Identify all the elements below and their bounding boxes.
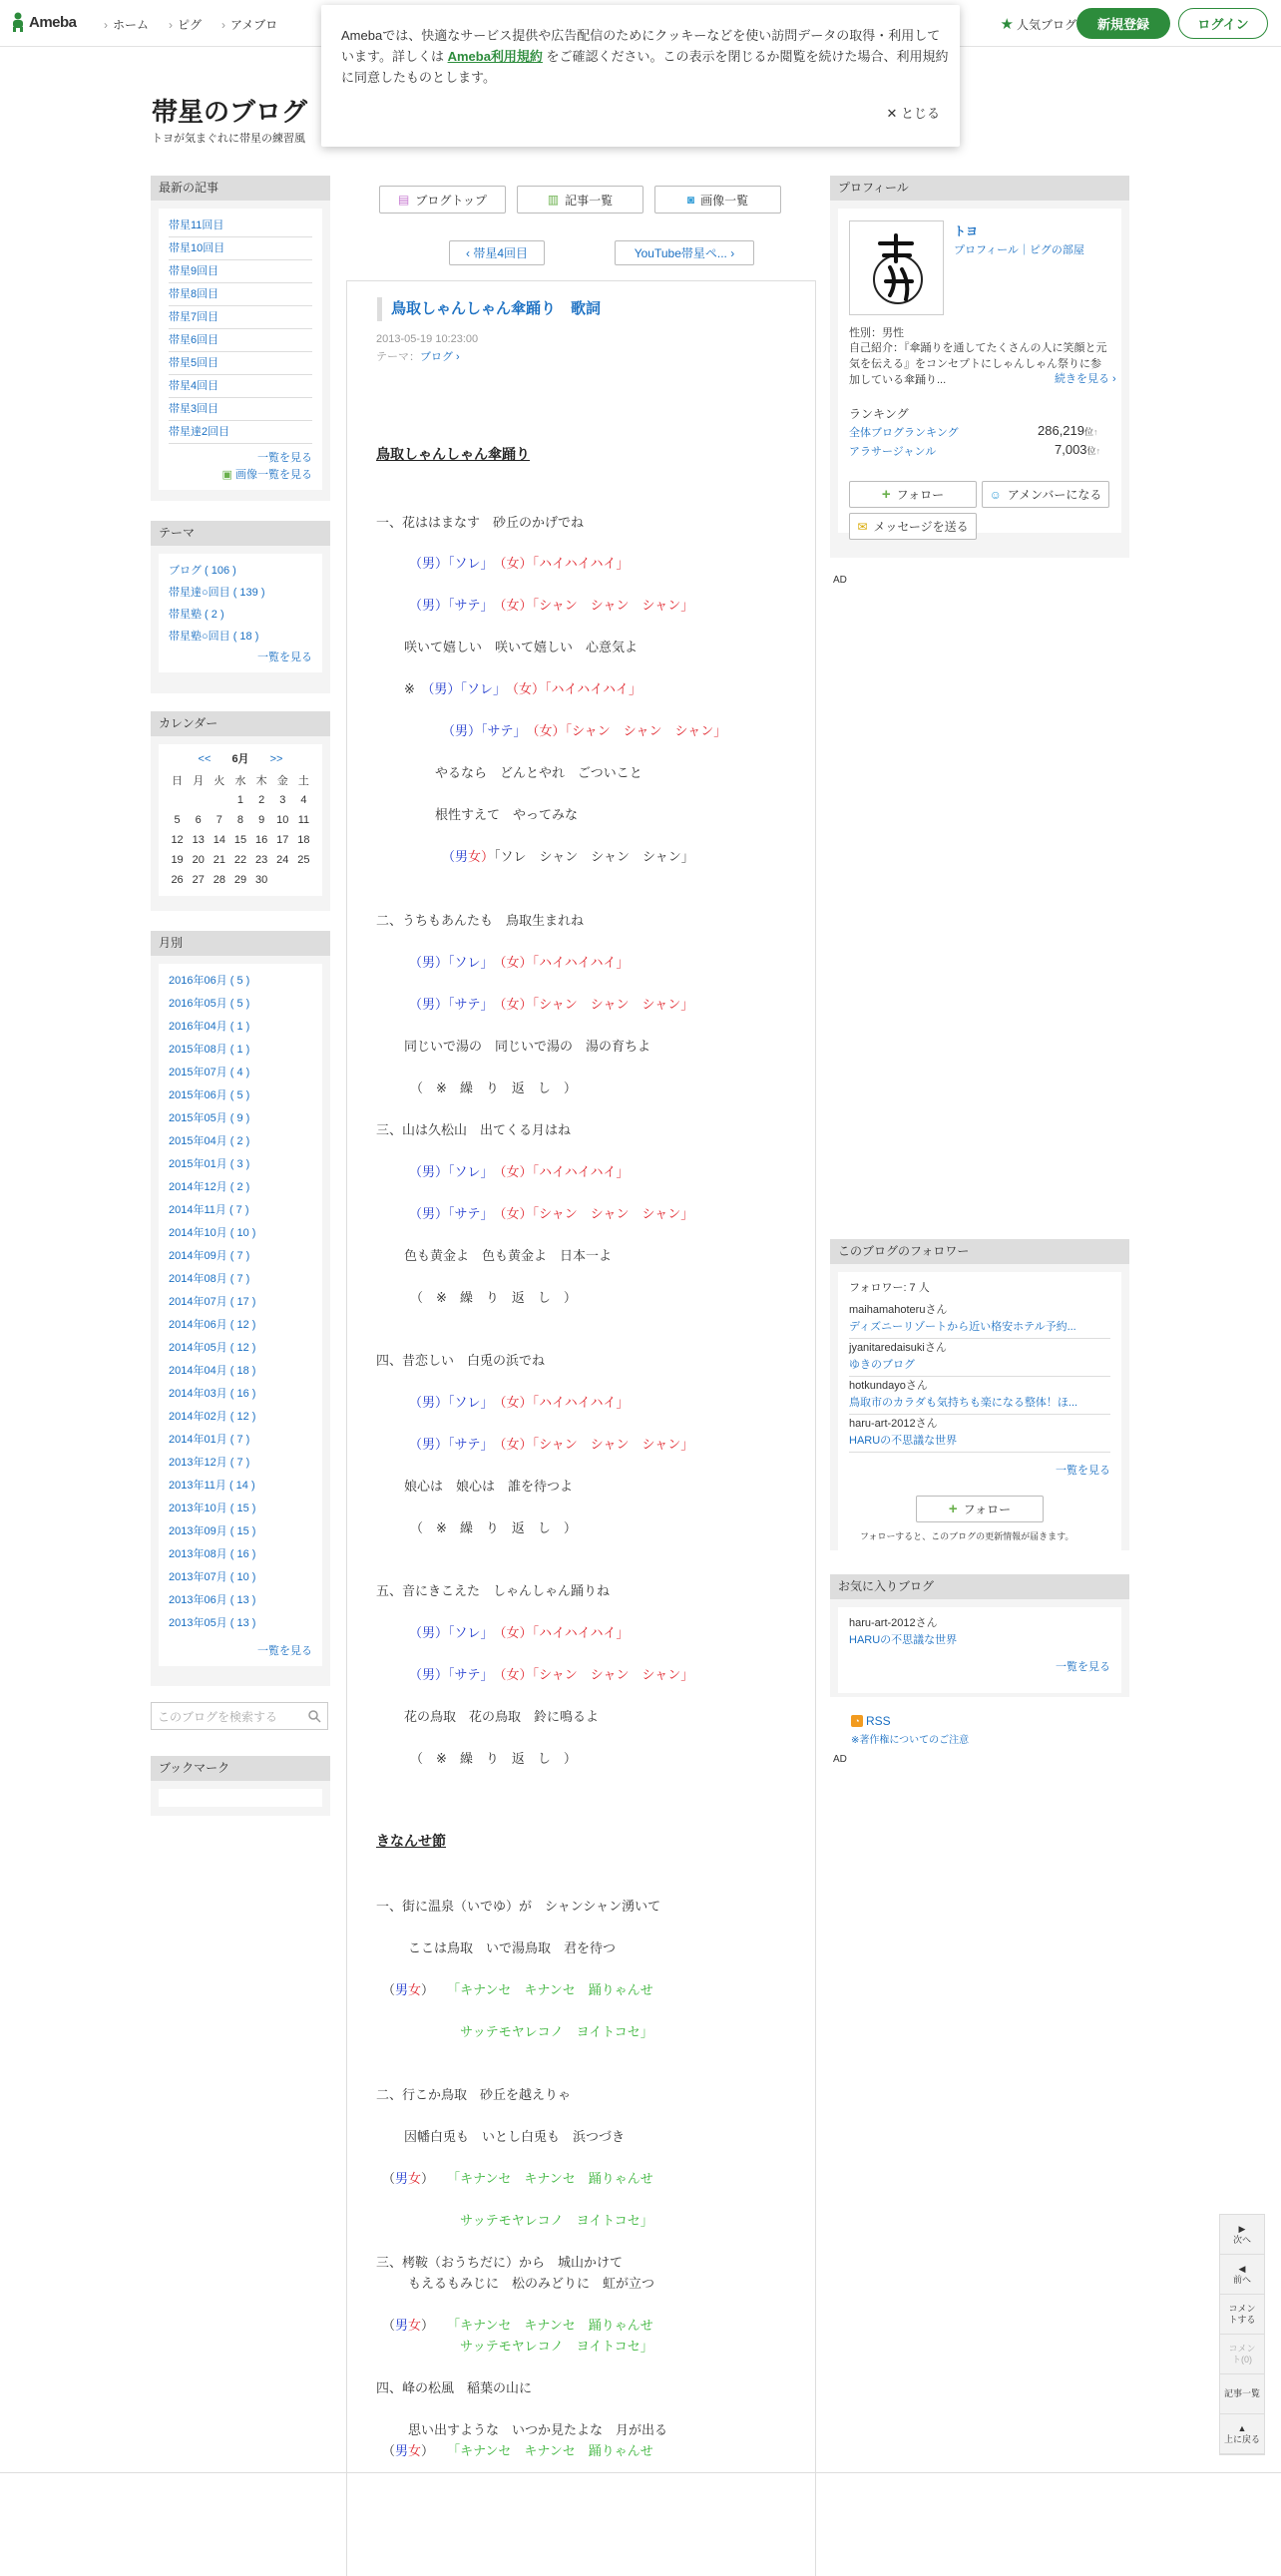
month-archive-link[interactable]: 2014年06月 ( 12 ) [169,1319,256,1331]
calendar-month: 6月 [231,753,249,765]
call-line: （男）「サテ」 （女）「シャン シャン シャン」 [409,1206,694,1221]
chevron-left-icon: ‹ [465,245,474,260]
profile-avatar[interactable] [849,220,944,315]
follower-item [849,1415,1110,1453]
calendar-heading: カレンダー [151,711,330,736]
cookie-close-button[interactable]: ✕ とじる [886,106,940,121]
month-archive-link[interactable]: 2016年06月 ( 5 ) [169,975,250,987]
chevron-right-icon: › [726,245,735,260]
images-icon: ▣ [221,469,235,481]
lyric-line: 三、栲鞍（おうちだに）から 城山かけて [376,2255,624,2270]
follower-san: さん [925,1304,948,1316]
lyric-line: 四、峰の松風 稲葉の山に [376,2380,533,2395]
followers-count: フォロワー: 7 人 [849,1282,930,1294]
follow-button-2[interactable]: + フォロー [916,1496,1044,1522]
theme-box [151,521,330,693]
calendar-weekday: 土 [297,775,309,787]
month-archive-link[interactable]: 2015年08月 ( 1 ) [169,1044,250,1056]
call-line: （男）「サテ」 （女）「シャン シャン シャン」 [409,997,694,1012]
message-button[interactable]: ✉ メッセージを送る [849,513,977,540]
month-archive-link[interactable]: 2014年12月 ( 2 ) [169,1181,250,1193]
recent-posts-heading: 最新の記事 [151,176,330,201]
calendar-day: 10 [276,814,289,826]
calendar-weekday: 木 [255,775,267,787]
repeat-line: （ ※ 繰 り 返 し ） [410,1520,577,1535]
triangle-up-icon: ▲ [1237,2422,1247,2433]
prev-post-button[interactable]: ‹ 帯星4回目 [449,240,545,265]
month-archive-link[interactable]: 2014年11月 ( 7 ) [169,1204,249,1216]
follow-button[interactable]: + フォロー [849,481,977,508]
month-archive-link[interactable]: 2013年07月 ( 10 ) [169,1571,256,1583]
recent-post-link[interactable]: 帯星5回目 [169,352,312,375]
month-archive-link[interactable]: 2015年05月 ( 9 ) [169,1112,250,1124]
mail-icon: ✉ [857,519,868,534]
follower-san: さん [915,1418,938,1430]
nav-pigg[interactable]: › ピグ [169,18,203,32]
calendar-weekday: 金 [276,775,288,787]
call-line: （男）「ソレ」 （女）「ハイハイハイ」 [409,556,630,571]
lyric-line: 根性すえて やってみな [435,807,579,822]
recent-post-link[interactable]: 帯星7回目 [169,306,312,329]
month-archive-link[interactable]: 2013年08月 ( 16 ) [169,1548,256,1560]
follower-blog-link[interactable]: HARUの不思議な世界 [849,1435,958,1447]
month-archive-link[interactable]: 2014年07月 ( 17 ) [169,1296,256,1308]
calendar-day: 1 [236,794,244,806]
fav-user: haru-art-2012さん [849,1617,938,1629]
calendar-day: 26 [171,874,184,886]
calendar-weekday: 水 [234,775,246,787]
follower-name: jyanitaredaisuki [849,1342,925,1354]
blog-subtitle: トヨが気まぐれに帯星の練習風 [152,133,305,145]
month-archive-link[interactable]: 2013年05月 ( 13 ) [169,1617,256,1629]
article-list-button[interactable]: ▥ 記事一覧 [517,186,643,214]
lyric-line: 一、花ははまなす 砂丘のかげでね [376,515,585,530]
lyric-line: もえるもみじに 松のみどりに 虹が立つ [408,2276,655,2291]
follower-blog-link[interactable]: ディズニーリゾートから近い格安ホテル予約... [849,1321,1076,1333]
nav-home[interactable]: › ホーム [104,18,150,32]
lyric-line: 四、昔恋しい 白兎の浜でね [376,1353,546,1368]
recent-see-all[interactable]: 一覧を見る [257,452,312,464]
month-archive-link[interactable]: 2013年12月 ( 7 ) [169,1457,250,1469]
calendar-table [167,770,314,890]
nav-ameblo[interactable]: › アメブロ [221,18,278,32]
follower-blog-link[interactable]: ゆきのブログ [849,1359,915,1371]
profile-name[interactable]: トヨ [954,224,979,238]
float-prev-button[interactable]: ◀ 前へ [1220,2255,1264,2295]
ranking-genre-value: 7,003位↑ [1055,442,1101,457]
favorites-inner [838,1607,1121,1693]
amember-icon: ☺ [989,487,1002,502]
article-theme-link[interactable]: ブログ [420,351,453,363]
follower-user [849,1378,1110,1395]
blog-search-input[interactable]: このブログを検索する [151,1702,328,1730]
lyric-line: やるなら どんとやれ ごついこと [435,765,642,780]
popular-blog-link[interactable]: ★ 人気ブログ [1000,16,1076,33]
calendar-day: 24 [276,854,289,866]
month-archive-link[interactable]: 2014年05月 ( 12 ) [169,1342,256,1354]
calendar-day [272,870,293,890]
ameba-logo[interactable] [10,12,77,32]
plus-icon: + [948,1501,958,1517]
repeat-line: （ ※ 繰 り 返 し ） [410,1751,577,1766]
ameba-logo-text: Ameba [29,13,77,31]
float-comment-count: コメント(0) [1220,2335,1264,2374]
calendar-inner [159,744,322,896]
follow-note: フォローすると、このブログの更新情報が届きます。 [860,1531,1074,1541]
repeat-line: （ ※ 繰 り 返 し ） [410,1290,577,1305]
fav-blog-link[interactable]: HARUの不思議な世界 [849,1634,958,1646]
calendar-day [188,790,209,810]
follower-user [849,1340,1110,1357]
ad-label-2: AD [833,1754,847,1765]
calendar-prev[interactable]: << [198,753,212,765]
image-list-button[interactable]: ◙ 画像一覧 [654,186,781,214]
theme-link[interactable]: 帯星達○回目 ( 139 ) [169,587,265,599]
ranking-overall-value: 286,219位↑ [1038,423,1098,438]
recent-post-link[interactable]: 帯星4回目 [169,375,312,398]
profile-avatar-image [850,221,943,314]
follower-item [849,1339,1110,1377]
recent-post-link[interactable]: 帯星10回目 [169,237,312,260]
theme-link[interactable]: 帯星塾○回目 ( 18 ) [169,631,259,643]
ad-label: AD [833,575,847,586]
lyric-line: 咲いて嬉しい 咲いて嬉しい 心意気よ [404,640,639,654]
calendar-nav [159,750,322,768]
calendar-day [167,790,188,810]
lyric-line: 同じいで湯の 同じいで湯の 湯の育ちよ [404,1039,651,1054]
recent-post-link[interactable]: 帯星達2回目 [169,421,312,444]
calendar-day: 5 [174,814,181,826]
profile-intro: 自己紹介：『傘踊りを通してたくさんの人に笑顔と元気を伝える』をコンセプトにしゃんしゃん祭りに参加している傘踊り... [849,342,1107,386]
month-archive-link[interactable]: 2014年03月 ( 16 ) [169,1388,256,1400]
call-line: ※ （男）「ソレ」 （女）「ハイハイハイ」 [404,681,641,696]
call-line: （男）「サテ」 （女）「シャン シャン シャン」 [409,1437,694,1452]
calendar-day: 16 [255,834,268,846]
global-nav [104,16,277,33]
favorites-box [830,1574,1129,1697]
article-box [346,280,816,2576]
call-line: （男女）「ソレ シャン シャン シャン」 [442,849,694,864]
calendar-day: 7 [215,814,222,826]
calendar-day: 20 [192,854,205,866]
follower-name: haru-art-2012 [849,1418,916,1430]
ranking-genre-link[interactable]: アラサージャンル [849,446,937,458]
month-archive-link[interactable]: 2016年05月 ( 5 ) [169,998,250,1010]
month-archive-link[interactable]: 2014年04月 ( 18 ) [169,1365,256,1377]
camera-icon: ◙ [686,193,695,207]
lyric-line: 一、街に温泉（いでゆ）が シャンシャン湧いて [376,1899,661,1914]
follower-name: maihamahoteru [849,1304,926,1316]
calendar-day: 30 [255,874,268,886]
footer-divider [0,2472,1281,2473]
profile-links[interactable]: プロフィール｜ピグの部屋 [954,244,1084,256]
month-archive-link[interactable]: 2015年06月 ( 5 ) [169,1089,250,1101]
calendar-day: 9 [258,814,265,826]
call-line: （男）「サテ」 （女）「シャン シャン シャン」 [442,723,727,738]
lyric-line: 二、行こか鳥取 砂丘を越えりゃ [376,2087,572,2102]
calendar-weekday: 火 [214,775,225,787]
calendar-day: 3 [279,794,286,806]
month-archive-link[interactable]: 2014年01月 ( 7 ) [169,1434,250,1446]
month-archive-link[interactable]: 2015年01月 ( 3 ) [169,1158,250,1170]
article-theme: テーマ：ブログ › [376,351,460,363]
follower-san: さん [905,1380,928,1392]
bookmark-inner [159,1789,322,1807]
plus-icon: + [881,486,891,503]
theme-heading: テーマ [151,521,330,546]
calendar-day: 21 [213,854,225,866]
follower-user [849,1302,1110,1319]
call-line: （男）「サテ」 （女）「シャン シャン シャン」 [409,598,694,613]
lyric-line: ここは鳥取 いで湯鳥取 君を待つ [408,1940,617,1955]
calendar-day: 11 [297,814,310,826]
follower-item [849,1377,1110,1415]
ranking-overall-link[interactable]: 全体ブログランキング [849,427,959,439]
blog-title[interactable]: 帯星のブログ [152,97,308,127]
month-archive-link[interactable]: 2014年08月 ( 7 ) [169,1273,250,1285]
follower-name: hotkundayo [849,1380,906,1392]
chorus-line: サッテモヤレコノ ヨイトコセ」 [460,2213,653,2228]
theme-link[interactable]: 帯星塾 ( 2 ) [169,609,224,621]
follower-list [849,1301,1110,1453]
call-line: （男）「ソレ」 （女）「ハイハイハイ」 [409,955,630,970]
calendar-box [151,711,330,911]
month-archive-link[interactable]: 2013年11月 ( 14 ) [169,1480,255,1492]
month-archive-link[interactable]: 2014年09月 ( 7 ) [169,1250,250,1262]
monthly-heading: 月別 [151,931,330,956]
floating-nav [1219,2214,1265,2455]
month-archive-link[interactable]: 2014年10月 ( 10 ) [169,1227,256,1239]
calendar-day: 18 [297,834,310,846]
followers-see-all[interactable]: 一覧を見る [1056,1465,1110,1477]
star-icon: ★ [1000,16,1014,33]
favorites-see-all[interactable]: 一覧を見る [1056,1661,1110,1673]
follower-item [849,1301,1110,1339]
blog-top-button[interactable]: ▤ ブログトップ [379,186,506,214]
ameba-logo-icon [10,12,26,32]
cookie-text: Amebaでは、快適なサービス提供や広告配信のためにクッキーなどを使い訪問データの取得・利用しています。詳しくは Ameba利用規約 をご確認ください。この表示を閉じるか閲覧を続けた場合、利用規約に同意したものとします。 [341,28,949,85]
bookmark-box [151,1756,330,1816]
terms-link[interactable]: Ameba利用規約 [447,49,543,64]
image-list-label: 画像一覧を見る [235,469,312,481]
calendar-day: 25 [297,854,310,866]
profile-heading: プロフィール [830,176,1129,201]
login-button[interactable]: ログイン [1178,8,1268,39]
image-list-link[interactable] [169,467,312,484]
call-line: （男）「サテ」 （女）「シャン シャン シャン」 [409,1667,694,1682]
search-icon[interactable] [307,1709,321,1723]
calendar-day: 13 [192,834,205,846]
followers-heading: このブログのフォロワー [830,1239,1129,1264]
month-archive-link[interactable]: 2013年10月 ( 15 ) [169,1503,256,1514]
month-archive-link[interactable]: 2015年04月 ( 2 ) [169,1135,250,1147]
cookie-banner [321,5,960,147]
bookmark-heading: ブックマーク [151,1756,330,1781]
document-icon: ▤ [398,193,410,207]
calendar-day: 4 [300,794,307,806]
recent-posts-box [151,176,330,501]
calendar-day: 27 [192,874,205,886]
follower-blog-link[interactable]: 鳥取市のカラダも気持ちも楽になる整体！ほ... [849,1397,1078,1409]
recent-post-link[interactable]: 帯星8回目 [169,283,312,306]
chorus-line: （男女） 「キナンセ キナンセ 踊りゃんせ [382,2171,653,2186]
calendar-weekday: 日 [172,775,184,787]
calendar-day: 8 [236,814,244,826]
lyric-line: 五、音にきこえた しゃんしゃん踊りね [376,1583,611,1598]
call-line: （男）「ソレ」 （女）「ハイハイハイ」 [409,1164,630,1179]
register-button[interactable]: 新規登録 [1076,8,1170,39]
triangle-right-icon: ▶ [1238,2223,1246,2234]
calendar-day: 22 [233,854,247,866]
call-line: （男）「ソレ」 （女）「ハイハイハイ」 [409,1395,630,1410]
article-date: 2013-05-19 10:23:00 [376,333,479,345]
monthly-list [159,964,322,1666]
recent-posts-list [159,209,322,490]
ranking-heading: ランキング [849,407,909,421]
calendar-day: 23 [255,854,268,866]
lyric-line: 色も黄金よ 色も黄金よ 日本一よ [404,1248,613,1263]
call-line: （男）「ソレ」 （女）「ハイハイハイ」 [409,1625,630,1640]
rss-link[interactable]: ◔ RSS [851,1714,891,1728]
calendar-day [209,790,229,810]
list-icon: ▥ [547,193,560,207]
calendar-weekday: 月 [193,775,205,787]
amember-button[interactable]: ☺ アメンバーになる [982,481,1109,508]
month-archive-link[interactable]: 2015年07月 ( 4 ) [169,1067,250,1078]
month-archive-link[interactable]: 2014年02月 ( 12 ) [169,1411,256,1423]
follower-user [849,1416,1110,1433]
article-title[interactable]: 鳥取しゃんしゃん傘踊り 歌詞 [377,297,601,321]
profile-gender: 性別：男性 [849,327,904,339]
float-list-button[interactable]: 記事一覧 [1220,2374,1264,2414]
chorus-line: （男女） 「キナンセ キナンセ 踊りゃんせ [382,2318,653,2333]
calendar-next[interactable]: >> [269,753,283,765]
next-post-button[interactable]: YouTube帯星ペ... › [615,240,754,265]
float-top-button[interactable]: ▲ 上に戻る [1220,2414,1264,2454]
lyric-line: 三、山は久松山 出てくる月はね [376,1122,572,1137]
lyric-line: 因幡白兎も いとし白兎も 浜つづき [404,2129,626,2144]
close-icon: ✕ [886,106,901,121]
follower-san: さん [924,1342,947,1354]
repeat-line: （ ※ 繰 り 返 し ） [410,1080,577,1095]
copyright-link[interactable]: ※著作権についてのご注意 [851,1735,970,1746]
float-next-button[interactable]: ▶ 次へ [1220,2215,1264,2255]
recent-post-link[interactable]: 帯星11回目 [169,215,312,237]
lyric-line: 思い出すような いつか見たよな 月が出る [408,2422,668,2437]
calendar-day: 14 [213,834,225,846]
chorus-line: サッテモヤレコノ ヨイトコセ」 [460,2024,653,2039]
month-archive-link[interactable]: 2013年06月 ( 13 ) [169,1594,256,1606]
calendar-day: 17 [276,834,289,846]
month-archive-link[interactable]: 2013年09月 ( 15 ) [169,1525,256,1537]
float-comment-button[interactable]: コメントする [1220,2295,1264,2335]
calendar-day: 29 [233,874,247,886]
lyric-line: 娘心は 娘心は 誰を待つよ [404,1479,574,1494]
chorus-line: （男女） 「キナンセ キナンセ 踊りゃんせ [382,1982,653,1997]
monthly-box [151,931,330,1686]
chorus-line: サッテモヤレコノ ヨイトコセ」 [460,2339,653,2354]
calendar-day: 15 [233,834,247,846]
calendar-day: 28 [213,874,225,886]
calendar-day: 19 [171,854,184,866]
calendar-day: 2 [258,794,265,806]
rss-icon: ◔ [851,1715,863,1727]
months-see-all[interactable]: 一覧を見る [257,1645,312,1657]
lyrics-section-title-1: 鳥取しゃんしゃん傘踊り [376,446,530,462]
recent-post-link[interactable]: 帯星6回目 [169,329,312,352]
month-archive-link[interactable]: 2016年04月 ( 1 ) [169,1021,250,1033]
profile-more-link[interactable]: 続きを見る › [1055,373,1116,385]
calendar-day [293,870,314,890]
triangle-left-icon: ◀ [1238,2263,1246,2274]
lyric-line: 花の鳥取 花の鳥取 鈴に鳴るよ [404,1709,600,1724]
recent-post-link[interactable]: 帯星9回目 [169,260,312,283]
theme-link[interactable]: ブログ ( 106 ) [169,565,236,577]
lyric-line: 二、うちもあんたも 鳥取生まれね [376,913,585,928]
theme-see-all[interactable]: 一覧を見る [257,651,312,663]
theme-list [159,554,322,672]
chorus-line: （男女） 「キナンセ キナンセ 踊りゃんせ [382,2443,653,2458]
calendar-day: 12 [171,834,184,846]
calendar-day: 6 [195,814,202,826]
recent-post-link[interactable]: 帯星3回目 [169,398,312,421]
favorites-heading: お気に入りブログ [830,1574,1129,1599]
lyrics-section-title-2: きなんせ節 [376,1833,446,1849]
